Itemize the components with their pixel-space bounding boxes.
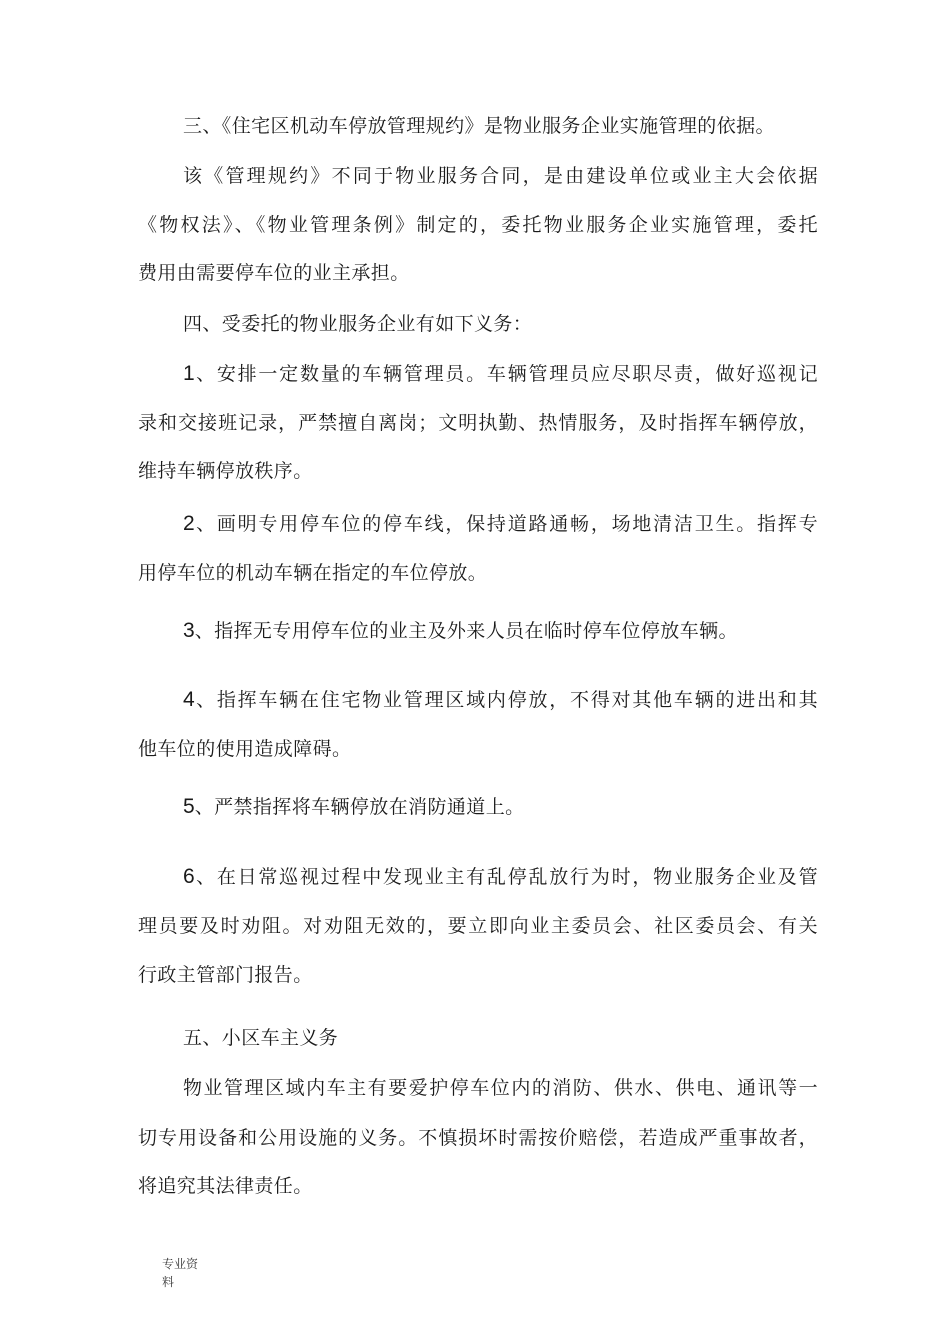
list-item-1-line — [183, 360, 818, 388]
list-item-number: 6 — [183, 865, 195, 888]
section-3-paragraph-line: 费用由需要停车位的业主承担。 — [138, 262, 410, 284]
list-item-number: 4 — [183, 688, 195, 711]
list-item-4-line: 他车位的使用造成障碍。 — [138, 738, 352, 760]
list-item-4-line — [183, 686, 818, 714]
list-item-text: 、指挥车辆在住宅物业管理区域内停放，不得对其他车辆的进出和其 — [194, 689, 818, 711]
section-5-heading: 五、小区车主义务 — [183, 1027, 339, 1049]
list-item-text: 、严禁指挥将车辆停放在消防通道上。 — [194, 796, 525, 818]
list-item-6-line: 行政主管部门报告。 — [138, 964, 313, 986]
list-item-2-line: 用停车位的机动车辆在指定的车位停放。 — [138, 562, 488, 584]
list-item-text: 、画明专用停车位的停车线，保持道路通畅，场地清洁卫生。指挥专 — [194, 513, 818, 535]
list-item-1-line: 维持车辆停放秩序。 — [138, 460, 313, 482]
list-item-6-line — [183, 863, 818, 891]
list-item-5-line — [183, 793, 818, 821]
list-item-1-line: 录和交接班记录，严禁擅自离岗；文明执勤、热情服务，及时指挥车辆停放， — [138, 412, 818, 434]
list-item-text: 、指挥无专用停车位的业主及外来人员在临时停车位停放车辆。 — [194, 620, 738, 642]
section-5-paragraph-line: 物业管理区域内车主有要爱护停车位内的消防、供水、供电、通讯等一 — [183, 1077, 818, 1099]
page-footer-line: 专业资 — [162, 1257, 199, 1271]
section-5-paragraph-line: 切专用设备和公用设施的义务。不慎损坏时需按价赔偿，若造成严重事故者， — [138, 1127, 818, 1149]
section-5-paragraph-line: 将追究其法律责任。 — [138, 1175, 313, 1197]
section-4-heading: 四、受委托的物业服务企业有如下义务： — [183, 313, 533, 335]
list-item-2-line — [183, 510, 818, 538]
page-footer-line: 料 — [162, 1275, 175, 1289]
section-3-heading: 三、《住宅区机动车停放管理规约》是物业服务企业实施管理的依据。 — [183, 115, 775, 137]
list-item-number: 2 — [183, 512, 195, 535]
section-3-paragraph-line: 《物权法》、《物业管理条例》制定的，委托物业服务企业实施管理，委托 — [138, 214, 818, 236]
list-item-number: 5 — [183, 795, 195, 818]
list-item-number: 3 — [183, 619, 195, 642]
section-3-paragraph-line: 该《管理规约》不同于物业服务合同，是由建设单位或业主大会依据 — [183, 165, 818, 187]
list-item-number: 1 — [183, 362, 195, 385]
list-item-text: 、在日常巡视过程中发现业主有乱停乱放行为时，物业服务企业及管 — [194, 866, 818, 888]
list-item-text: 、安排一定数量的车辆管理员。车辆管理员应尽职尽责，做好巡视记 — [194, 363, 818, 385]
list-item-3-line — [183, 617, 818, 645]
list-item-6-line: 理员要及时劝阻。对劝阻无效的，要立即向业主委员会、社区委员会、有关 — [138, 915, 818, 937]
